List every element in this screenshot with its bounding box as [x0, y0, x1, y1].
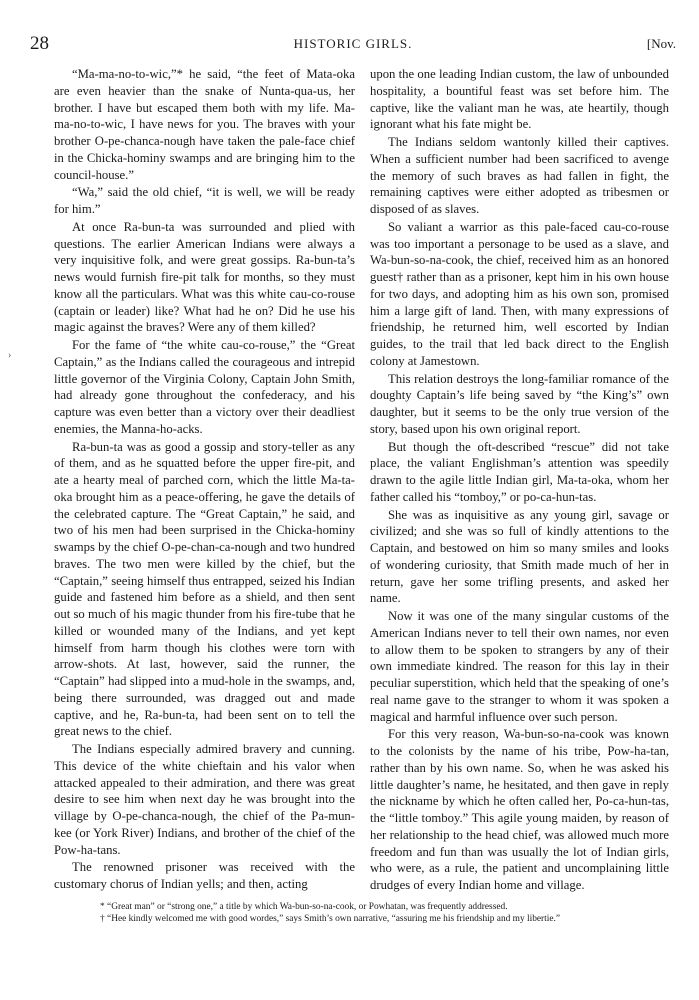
- paragraph: upon the one leading Indian custom, the law of unbounded hospitality, a bountiful feast was set before him. The captive, like the valiant man he was, ate heartily, though ignorant what his fate might be.: [370, 67, 669, 132]
- paragraph: “Wa,” said the old chief, “it is well, we will be ready for him.”: [54, 185, 355, 216]
- paragraph: Now it was one of the many singular customs of the American Indians never to tell their own names, nor even to allow them to be spoken to strangers by any of their own immediate kindred. The reason for this lay in their peculiar superstition, which held that the speaking of one’s real name gave to the stranger to whom it was spoken a magical and harmful influence over such person.: [370, 609, 669, 724]
- page-header: [30, 33, 676, 55]
- paragraph: The renowned prisoner was received with the customary chorus of Indian yells; and then, acting: [54, 860, 355, 891]
- left-column: [54, 66, 355, 893]
- margin-mark: ›: [8, 350, 12, 361]
- paragraph: For the fame of “the white cau-co-rouse,” the “Great Captain,” as the Indians called the courageous and intrepid little governor of the Virginia Colony, Captain John Smith, had already gone throughout the confederacy, and his capture was even better than a victory over their deadliest enemies, the Manna-ho-acks.: [54, 338, 355, 436]
- page-number: 28: [30, 33, 49, 54]
- paragraph: She was as inquisitive as any young girl, savage or civilized; and she was so full of kindly attentions to the Captain, and bestowed on him so many smiles and looks of wondering curiosity, that Smith made much of her in return, gave her some trifling presents, and asked her name.: [370, 507, 669, 606]
- paragraph: The Indians seldom wantonly killed their captives. When a sufficient number had been sacrificed to avenge the memory of such braves as had fallen in fight, the remaining captives were either adopted as tribesmen or disposed of as slaves.: [370, 135, 669, 216]
- paragraph: “Ma-ma-no-to-wic,”* he said, “the feet of Mata-oka are even heavier than the snake of Nunta-qua-us, her brother. I have but escaped them both with my life. Ma-ma-no-to-wic, I have news for you. The braves with your brother O-pe-chanca-nough have taken the pale-face chief in the Chicka-hominy swamps and are bringing him to the council-house.”: [54, 67, 355, 182]
- footnotes: [100, 901, 660, 925]
- paragraph: Ra-bun-ta was as good a gossip and story-teller as any of them, and as he squatted before the upper fire-pit, and ate a hearty meal of parched corn, which the little Ma-ta-oka brought him as a peace-offering, he gave the details of the celebrated capture. The “Great Captain,” he said, and two of his men had been surprised in the Chicka-hominy swamps by the chief O-pe-chan-ca-nough and two hundred braves. The two men were killed by the chief, but the “Captain,” seeing himself thus entrapped, seized his Indian guide and fastened him before as a shield, and then sent out so much of his magic thunder from his fire-tube that he killed or wounded many of the Indians, and yet kept himself from harm though his clothes were torn with arrow-shots. At last, however, said the runner, the “Captain” had slipped into a mud-hole in the swamps, and, being there surrounded, was dragged out and made captive, and he, Ra-bun-ta, had been sent on to tell the great news to the chief.: [54, 439, 355, 739]
- paragraph: At once Ra-bun-ta was surrounded and plied with questions. The earlier American Indians were always a very inquisitive folk, and were great gossips. Ra-bun-ta’s news would furnish fire-pit talk for months, so they must know all the particulars. What was this white cau-co-rouse (captain or leader) like? What had he on? Did he use his magic against the braves? Were any of them killed?: [54, 219, 355, 335]
- issue-label: [Nov.: [646, 36, 676, 51]
- paragraph: This relation destroys the long-familiar romance of the doughty Captain’s life being saved by “the King’s” own daughter, but it seems to be the only true version of the story, based upon his own original report.: [370, 371, 669, 436]
- paragraph: The Indians especially admired bravery and cunning. This device of the white chieftain and his valor when attacked appealed to their admiration, and there was great desire to see him when next day he was brought into the village by O-pe-chanca-nough, the chief of the Pa-mun-kee (or York River) Indians, and brother of the chief of the Pow-ha-tans.: [54, 742, 355, 857]
- footnote: † “Hee kindly welcomed me with good wordes,” says Smith’s own narrative, “assuring me his friendship and my libertie.”: [100, 914, 561, 924]
- footnote: * “Great man” or “strong one,” a title by which Wa-bun-so-na-cook, or Powhatan, was frequently addressed.: [100, 902, 508, 912]
- paragraph: For this very reason, Wa-bun-so-na-cook was known to the colonists by the name of his tribe, Pow-ha-tan, rather than by his own name. So, when he was asked his little daughter’s name, he hesitated, and then gave in reply the nickname by which he often called her, Po-ca-hun-tas, the “little tomboy.” This agile young maiden, by reason of her relationship to the head chief, was allowed much more freedom and fun than was usually the lot of Indian girls, who were, as a rule, the patient and uncomplaining little drudges of every Indian home and village.: [370, 727, 669, 892]
- running-title: HISTORIC GIRLS.: [293, 36, 413, 51]
- paragraph: But though the oft-described “rescue” did not take place, the valiant Englishman’s attention was speedily drawn to the agile little Indian girl, Ma-ta-oka, whom her father called his “tomboy,” or po-ca-hun-tas.: [370, 439, 669, 504]
- paragraph: So valiant a warrior as this pale-faced cau-co-rouse was too important a personage to be used as a slave, and Wa-bun-so-na-cook, the chief, received him as an honored guest† rather than as a prisoner, kept him in his own house for two days, and adopting him as his own son, promised him a large gift of land. Then, with many expressions of friendship, he returned him, well escorted by Indian guides, to the trail that led back direct to the English colony at Jamestown.: [370, 219, 669, 368]
- right-column: [370, 66, 669, 894]
